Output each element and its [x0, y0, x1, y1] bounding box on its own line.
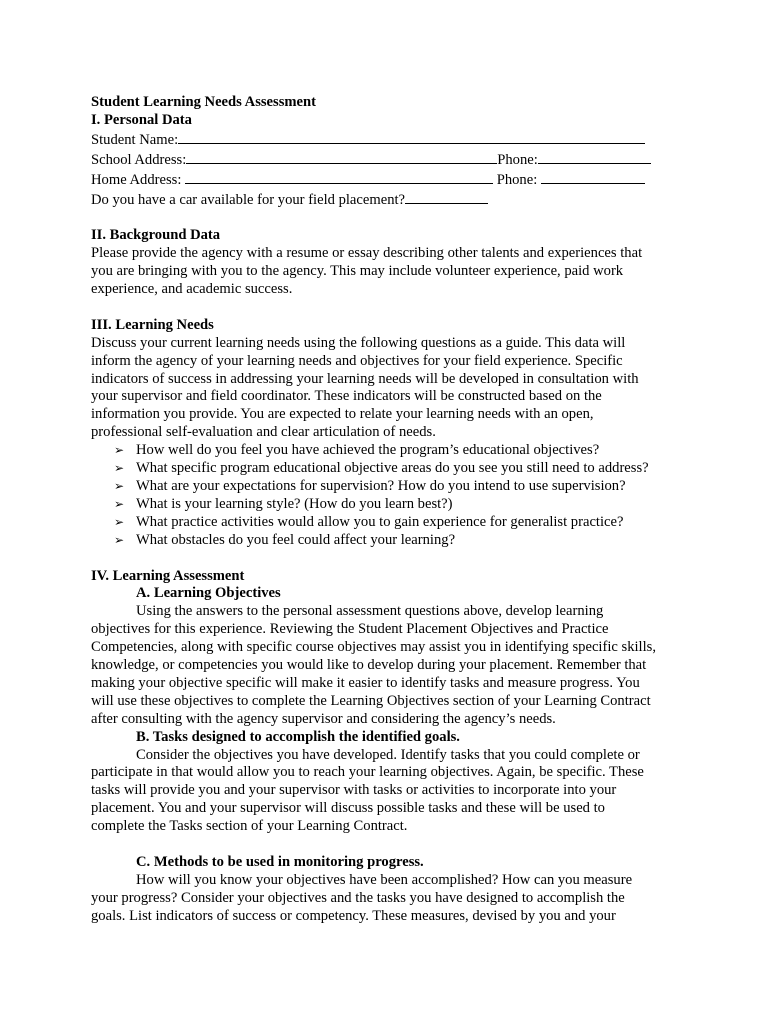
question-text: What specific program educational objective areas do you see you still need to address?: [136, 460, 649, 477]
learning-needs-question-list: [91, 442, 691, 549]
question-text: What are your expectations for supervision? How do you intend to use supervision?: [136, 478, 626, 494]
paragraph-line: Please provide the agency with a resume or essay describing other talents and experiences that: [91, 245, 643, 262]
arrowhead-bullet-icon: ➢: [114, 443, 125, 458]
paragraph-line: goals. List indicators of success or competency. These measures, devised by you and your: [91, 907, 616, 924]
paragraph-line: will use these objectives to complete the Learning Objectives section of your Learning Contract: [91, 692, 651, 709]
student-name-label: Student Name:: [91, 131, 179, 148]
car-answer-field[interactable]: [405, 190, 488, 204]
paragraph-line: experience, and academic success.: [91, 281, 293, 298]
home-address-row: [91, 170, 691, 190]
paragraph-line: after consulting with the agency supervisor and considering the agency’s needs.: [91, 710, 556, 727]
paragraph-line: information you provide. You are expected to relate your learning needs with an open,: [91, 406, 594, 423]
arrowhead-bullet-icon: ➢: [114, 461, 125, 476]
paragraph-line: making your objective specific will make it easier to identify tasks and measure progress. You: [91, 674, 640, 691]
paragraph-line: knowledge, or competencies you would like to develop during your placement. Remember that: [91, 657, 647, 674]
spacer: [91, 299, 691, 317]
question-text: What obstacles do you feel could affect your learning?: [136, 531, 456, 548]
arrowhead-bullet-icon: ➢: [114, 496, 125, 511]
paragraph-line: tasks will provide you and your supervisor with tasks or activities to incorporate into your: [91, 782, 617, 799]
spacer: [91, 550, 691, 568]
arrowhead-bullet-icon: ➢: [114, 479, 125, 493]
question-text: What is your learning style? (How do you learn best?): [136, 495, 453, 512]
paragraph-line: placement. You and your supervisor will discuss possible tasks and these will be used to: [91, 800, 605, 817]
paragraph-line: professional self-evaluation and clear articulation of needs.: [91, 424, 436, 441]
list-item: [91, 514, 691, 532]
paragraph-line: Consider the objectives you have developed. Identify tasks that you could complete or: [136, 746, 640, 763]
document-title: Student Learning Needs Assessment: [91, 94, 317, 110]
school-phone-label: Phone:: [497, 151, 538, 168]
subsection-a-heading: A. Learning Objectives: [136, 585, 281, 602]
question-text: How well do you feel you have achieved the program’s educational objectives?: [136, 442, 600, 459]
student-name-row: [91, 130, 691, 150]
paragraph-line: your supervisor and field coordinator. These indicators will be constructed based on the: [91, 388, 602, 405]
school-address-label: School Address:: [91, 151, 187, 168]
section-background-heading: II. Background Data: [91, 227, 221, 244]
home-phone-field[interactable]: [541, 170, 645, 184]
home-phone-label: Phone:: [496, 171, 538, 188]
list-item: [91, 460, 691, 478]
document-body: [91, 94, 691, 926]
paragraph-line: How will you know your objectives have been accomplished? How can you measure: [136, 871, 633, 888]
spacer: [91, 836, 691, 854]
list-item: [91, 532, 691, 550]
question-text: What practice activities would allow you to gain experience for generalist practice?: [136, 513, 624, 530]
arrowhead-bullet-icon: ➢: [114, 532, 125, 547]
spacer: [91, 209, 691, 227]
section-personal-data-heading: I. Personal Data: [91, 111, 192, 128]
paragraph-line: you are bringing with you to the agency. This may include volunteer experience, paid work: [91, 263, 624, 280]
subsection-c-heading: C. Methods to be used in monitoring progress.: [136, 854, 424, 870]
paragraph-line: participate in that would allow you to reach your learning objectives. Again, be specific. These: [91, 764, 644, 781]
car-question-row: [91, 190, 691, 210]
paragraph-line: objectives for this experience. Reviewing the Student Placement Objectives and Practice: [91, 621, 609, 638]
section-learning-needs-heading: III. Learning Needs: [91, 316, 214, 333]
home-address-label: Home Address:: [91, 171, 182, 188]
school-address-field[interactable]: [186, 150, 497, 164]
section-learning-assessment-heading: IV. Learning Assessment: [91, 567, 245, 584]
school-phone-field[interactable]: [538, 150, 651, 164]
home-address-field[interactable]: [185, 170, 493, 184]
school-address-row: [91, 150, 691, 170]
student-name-field[interactable]: [178, 130, 645, 144]
paragraph-line: your progress? Consider your objectives and the tasks you have designed to accomplish the: [91, 889, 625, 906]
paragraph-line: Using the answers to the personal assessment questions above, develop learning: [136, 603, 604, 620]
paragraph-line: inform the agency of your learning needs and objectives for your field experience. Specific: [91, 352, 623, 369]
paragraph-line: Discuss your current learning needs using the following questions as a guide. This data will: [91, 334, 626, 351]
arrowhead-bullet-icon: ➢: [114, 514, 125, 529]
list-item: [91, 478, 691, 496]
list-item: [91, 496, 691, 514]
paragraph-line: complete the Tasks section of your Learning Contract.: [91, 818, 408, 835]
subsection-b-heading: B. Tasks designed to accomplish the identified goals.: [136, 728, 460, 745]
car-question-label: Do you have a car available for your field placement?: [91, 191, 406, 208]
paragraph-line: Competencies, along with specific course objectives may assist you in identifying specific skills,: [91, 639, 656, 656]
list-item: [91, 442, 691, 460]
paragraph-line: indicators of success in addressing your learning needs will be developed in consultation with: [91, 370, 639, 387]
